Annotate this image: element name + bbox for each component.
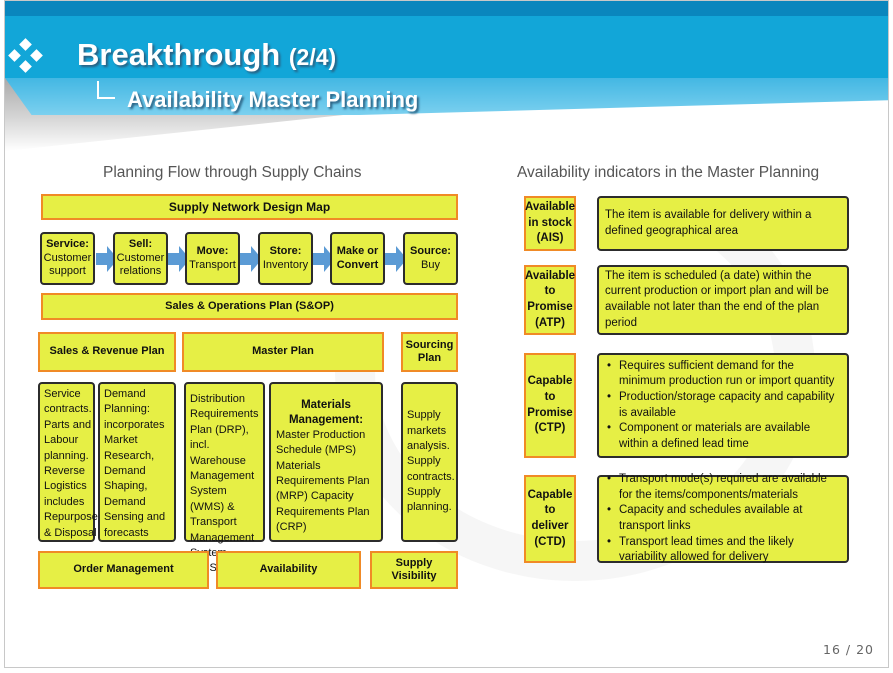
bullet-item: • Requires sufficient demand for the minimum production run or import quantity: [605, 359, 841, 390]
ctp-bullet-list: [605, 359, 841, 452]
availability-box: Availability: [216, 551, 361, 589]
step-move-sub: Transport: [189, 258, 236, 271]
indicator-atp-label: [524, 265, 576, 335]
step-sell-title: Sell:: [128, 238, 153, 251]
order-management-box: Order Management: [38, 551, 209, 589]
sourcing-plan-box: Sourcing Plan: [401, 332, 458, 372]
step-sell-sub: Customer relations: [116, 251, 165, 278]
slide: [4, 0, 889, 668]
indicator-ais-label: [524, 196, 576, 251]
step-source-sub: Buy: [421, 258, 440, 271]
step-service-title: Service:: [46, 238, 89, 251]
subtitle-corner-icon: [97, 81, 115, 99]
indicator-label-line: Available: [524, 269, 576, 282]
sop-box: Sales & Operations Plan (S&OP): [41, 293, 458, 320]
service-contracts-box: Service contracts. Parts and Labour planning. Reverse Logistics includes Repurpose & Disposal: [38, 382, 95, 542]
supply-markets-box: Supply markets analysis. Supply contracts. Supply planning.: [401, 382, 458, 542]
materials-management-body: Master Production Schedule (MPS) Materials Requirements Plan (MRP) Capacity Requirements Plan (CRP): [276, 428, 370, 534]
supply-network-design-map-box: Supply Network Design Map: [41, 194, 458, 220]
bullet-item: • Production/storage capacity and capability is available: [605, 390, 841, 421]
right-section-title: Availability indicators in the Master Planning: [517, 164, 820, 181]
diamond-bullet-icon: [8, 39, 44, 75]
slide-title: [77, 37, 336, 73]
indicator-ctd-label: [524, 475, 576, 563]
indicator-ctp-description: [597, 353, 849, 458]
indicator-label-line: to: [544, 390, 556, 403]
step-sell-box: [113, 232, 168, 285]
materials-management-heading: Materials Management:: [288, 399, 364, 426]
bullet-item: • Component or materials are available within a defined lead time: [605, 421, 841, 452]
step-store-box: [258, 232, 313, 285]
step-source-box: [403, 232, 458, 285]
indicator-label-line: (CTD): [534, 535, 566, 548]
indicator-label-line: in stock: [528, 216, 572, 229]
step-move-box: [185, 232, 240, 285]
step-service-box: [40, 232, 95, 285]
title-suffix: (2/4): [288, 44, 337, 70]
header-top-strip: [5, 1, 889, 16]
master-plan-box: Master Plan: [182, 332, 384, 372]
indicator-atp-description: The item is scheduled (a date) within the current production or import plan and will be available not later than the end of the plan period: [597, 265, 849, 335]
indicator-ctp-label: [524, 353, 576, 458]
indicator-label-line: to: [544, 285, 556, 298]
bullet-item: • Transport mode(s) required are available for the items/components/materials: [605, 472, 841, 503]
ctd-bullet-list: [605, 472, 841, 565]
indicator-ctd-description: [597, 475, 849, 563]
bullet-item: • Capacity and schedules available at transport links: [605, 503, 841, 534]
step-move-title: Move:: [196, 245, 229, 258]
indicator-label-line: Promise: [527, 406, 573, 419]
step-source-title: Source:: [410, 245, 451, 258]
page-number: 16 / 20: [823, 642, 874, 657]
indicator-label-line: Capable: [527, 375, 573, 388]
step-make-convert-box: [330, 232, 385, 285]
sales-revenue-plan-box: Sales & Revenue Plan: [38, 332, 176, 372]
indicator-label-line: to: [544, 504, 556, 517]
indicator-label-line: deliver: [531, 520, 569, 532]
materials-management-box: [269, 382, 383, 542]
bullet-item: • Transport lead times and the likely variability allowed for delivery: [605, 535, 841, 566]
indicator-label-line: (ATP): [535, 316, 565, 329]
title-main: Breakthrough: [77, 37, 281, 72]
step-store-title: Store:: [269, 245, 302, 258]
demand-planning-box: Demand Planning: incorporates Market Research, Demand Shaping, Demand Sensing and forecasts: [98, 382, 176, 542]
indicator-label-line: (CTP): [534, 422, 566, 435]
step-store-sub: Inventory: [262, 258, 309, 271]
supply-visibility-box: Supply Visibility: [370, 551, 458, 589]
step-make-convert-title: Make or Convert: [336, 245, 379, 271]
step-service-sub: Customer support: [43, 251, 92, 278]
slide-subtitle: Availability Master Planning: [127, 87, 419, 112]
indicator-label-line: Capable: [527, 488, 573, 501]
indicator-label-line: Promise: [527, 301, 573, 313]
indicator-label-line: (AIS): [536, 232, 564, 245]
distribution-box: Distribution Requirements Plan (DRP), incl. Warehouse Management System (WMS) & Transport Management: [184, 382, 265, 542]
indicator-ais-description: The item is available for delivery within a defined geographical area: [597, 196, 849, 251]
left-section-title: Planning Flow through Supply Chains: [103, 164, 362, 181]
indicator-label-line: Available: [524, 201, 576, 214]
